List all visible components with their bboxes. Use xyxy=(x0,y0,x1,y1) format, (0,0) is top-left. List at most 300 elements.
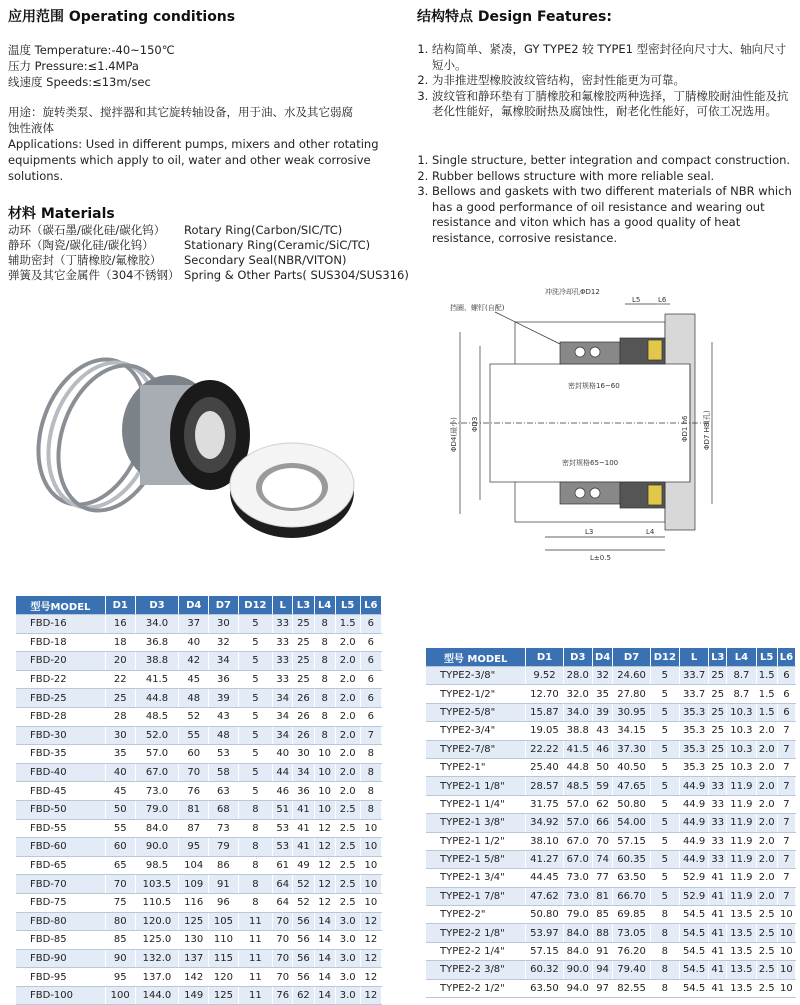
table-cell: 10 xyxy=(360,875,381,894)
table-cell: 8 xyxy=(360,782,381,801)
table-cell: 12 xyxy=(314,893,335,912)
table-cell: TYPE2-1 3/4" xyxy=(426,869,526,887)
table-cell: 41 xyxy=(709,887,727,905)
l5-label: L5 xyxy=(632,296,641,304)
table-cell: 6 xyxy=(360,633,381,652)
table-cell: 5 xyxy=(650,703,679,721)
table-cell: 2.0 xyxy=(335,745,360,764)
usage-en-line-1: Applications: Used in different pumps, mixers and other rotating xyxy=(8,137,379,151)
design-zh-item: 1. 结构简单、紧凑，GY TYPE2 较 TYPE1 型密封径向尺寸大、轴向尺寸短小。 xyxy=(432,42,794,73)
table-cell: 31.75 xyxy=(526,795,563,813)
table-cell: 67.0 xyxy=(563,850,592,868)
operating-title: 应用范围 Operating conditions xyxy=(8,9,236,25)
column-header: L4 xyxy=(314,596,335,615)
table-cell: 8 xyxy=(360,745,381,764)
table-row xyxy=(16,986,382,1005)
table-cell: 58 xyxy=(209,763,239,782)
table-cell: 132.0 xyxy=(135,949,179,968)
table-cell: 24.60 xyxy=(613,667,650,685)
column-header: 型号MODEL xyxy=(16,596,105,615)
table-cell: 25 xyxy=(709,685,727,703)
table-cell: 7 xyxy=(777,795,795,813)
table-cell: FBD-70 xyxy=(16,875,105,894)
table-cell: 97 xyxy=(592,979,612,997)
table-cell: 34 xyxy=(273,726,293,745)
table-cell: 52.9 xyxy=(679,869,708,887)
table-cell: 25 xyxy=(105,689,135,708)
table-cell: 46 xyxy=(273,782,293,801)
table-cell: FBD-28 xyxy=(16,707,105,726)
table-row xyxy=(426,814,796,832)
table-cell: 19.05 xyxy=(526,722,563,740)
design-en-list xyxy=(417,153,794,246)
d1-label: ΦD1 h6 xyxy=(681,415,689,442)
table-cell: 41.5 xyxy=(563,740,592,758)
stationary-ring-image xyxy=(230,443,354,538)
table-cell: 26 xyxy=(293,707,314,726)
table-cell: 74 xyxy=(592,850,612,868)
table-cell: 25 xyxy=(293,615,314,634)
table-cell: 10 xyxy=(314,763,335,782)
table-cell: 95 xyxy=(179,838,209,857)
table-cell: 2.5 xyxy=(335,875,360,894)
fbd-spec-table xyxy=(16,596,382,1005)
table-cell: 2.0 xyxy=(756,832,777,850)
table-cell: TYPE2-7/8" xyxy=(426,740,526,758)
usage-zh-line-1: 用途：旋转类泵、搅拌器和其它旋转轴设备，用于油、水及其它弱腐 xyxy=(8,105,353,119)
table-cell: 13.5 xyxy=(727,924,756,942)
table-cell: 100 xyxy=(105,986,135,1005)
table-cell: 2.0 xyxy=(756,814,777,832)
usage-block xyxy=(8,104,388,184)
l6-label: L6 xyxy=(658,296,667,304)
table-cell: 26 xyxy=(293,689,314,708)
table-cell: 41 xyxy=(709,942,727,960)
table-cell: 8 xyxy=(360,763,381,782)
table-cell: 38.10 xyxy=(526,832,563,850)
table-cell: 5 xyxy=(238,782,272,801)
table-row xyxy=(16,912,382,931)
d3-label: ΦD3 xyxy=(471,416,479,432)
table-cell: 94 xyxy=(592,961,612,979)
table-cell: 5 xyxy=(650,777,679,795)
table-cell: 120.0 xyxy=(135,912,179,931)
table-cell: 25 xyxy=(709,758,727,776)
column-header: L6 xyxy=(360,596,381,615)
table-row xyxy=(16,782,382,801)
table-cell: 12 xyxy=(360,986,381,1005)
table-cell: 30 xyxy=(105,726,135,745)
table-cell: 40 xyxy=(273,745,293,764)
table-cell: 10 xyxy=(314,745,335,764)
table-cell: 11 xyxy=(238,986,272,1005)
table-cell: TYPE2-2 1/2" xyxy=(426,979,526,997)
table-cell: 2.5 xyxy=(756,961,777,979)
table-cell: 2.0 xyxy=(335,707,360,726)
seal-body-image xyxy=(122,375,250,490)
table-cell: TYPE2-2" xyxy=(426,906,526,924)
column-header: L5 xyxy=(756,648,777,667)
table-cell: 5 xyxy=(650,814,679,832)
table-cell: 60.32 xyxy=(526,961,563,979)
table-cell: 2.0 xyxy=(756,887,777,905)
table-cell: 34 xyxy=(273,689,293,708)
table-cell: 2.0 xyxy=(335,763,360,782)
column-header: D1 xyxy=(526,648,563,667)
table-cell: 120 xyxy=(209,968,239,987)
table-cell: 12.70 xyxy=(526,685,563,703)
table-cell: 2.5 xyxy=(756,906,777,924)
table-cell: 57.0 xyxy=(135,745,179,764)
table-cell: 76 xyxy=(179,782,209,801)
table-row xyxy=(426,703,796,721)
table-cell: 2.5 xyxy=(335,838,360,857)
table-cell: 46 xyxy=(592,740,612,758)
table-cell: 44.8 xyxy=(563,758,592,776)
table-cell: 50.80 xyxy=(526,906,563,924)
table-cell: 45 xyxy=(179,670,209,689)
table-cell: 48 xyxy=(179,689,209,708)
table-cell: 73.0 xyxy=(563,887,592,905)
table-cell: TYPE2-3/8" xyxy=(426,667,526,685)
table-cell: 47.62 xyxy=(526,887,563,905)
table-cell: 36.8 xyxy=(135,633,179,652)
table-cell: 6 xyxy=(777,703,795,721)
table-cell: 8 xyxy=(650,906,679,924)
table-cell: 41.5 xyxy=(135,670,179,689)
table-cell: 5 xyxy=(238,707,272,726)
table-row xyxy=(16,652,382,671)
table-cell: 6 xyxy=(360,707,381,726)
table-cell: 25 xyxy=(709,667,727,685)
table-cell: TYPE2-1" xyxy=(426,758,526,776)
table-cell: 91 xyxy=(592,942,612,960)
table-cell: TYPE2-2 1/4" xyxy=(426,942,526,960)
table-cell: 2.5 xyxy=(756,979,777,997)
table-cell: 11.9 xyxy=(727,832,756,850)
table-cell: 30 xyxy=(209,615,239,634)
table-cell: 44.9 xyxy=(679,814,708,832)
table-cell: 2.5 xyxy=(335,800,360,819)
material-en: Stationary Ring(Ceramic/SiC/TC) xyxy=(184,238,371,252)
table-cell: 80 xyxy=(105,912,135,931)
material-row xyxy=(8,253,409,268)
table-cell: 10.3 xyxy=(727,722,756,740)
table-cell: 5 xyxy=(650,869,679,887)
table-cell: 57.0 xyxy=(563,814,592,832)
table-cell: 7 xyxy=(777,722,795,740)
table-cell: TYPE2-1 3/8" xyxy=(426,814,526,832)
table-cell: 5 xyxy=(238,726,272,745)
table-cell: 6 xyxy=(360,689,381,708)
table-cell: 10 xyxy=(777,942,795,960)
table-cell: 73 xyxy=(209,819,239,838)
table-row xyxy=(426,740,796,758)
table-cell: 12 xyxy=(360,931,381,950)
table-cell: 8 xyxy=(238,838,272,857)
product-photo xyxy=(20,340,370,540)
table-cell: 5 xyxy=(238,652,272,671)
table-cell: 52 xyxy=(179,707,209,726)
table-cell: FBD-40 xyxy=(16,763,105,782)
table-cell: 5 xyxy=(650,887,679,905)
table-cell: 81 xyxy=(592,887,612,905)
table-cell: 11.9 xyxy=(727,850,756,868)
table-cell: 91 xyxy=(209,875,239,894)
table-cell: 7 xyxy=(777,887,795,905)
table-cell: 52.9 xyxy=(679,887,708,905)
table-cell: 55 xyxy=(179,726,209,745)
table-cell: 11.9 xyxy=(727,814,756,832)
table-cell: 70 xyxy=(273,968,293,987)
table-cell: 32.0 xyxy=(563,685,592,703)
table-cell: 10 xyxy=(314,782,335,801)
design-title: 结构特点 Design Features: xyxy=(417,9,612,25)
table-cell: 66.70 xyxy=(613,887,650,905)
table-cell: 76 xyxy=(273,986,293,1005)
table-cell: 3.0 xyxy=(335,931,360,950)
table-cell: 25 xyxy=(293,633,314,652)
table-cell: 130 xyxy=(179,931,209,950)
table-row xyxy=(16,856,382,875)
table-cell: 41 xyxy=(709,924,727,942)
column-header: D12 xyxy=(650,648,679,667)
table-cell: 2.0 xyxy=(756,777,777,795)
table-row xyxy=(16,875,382,894)
table-cell: 90.0 xyxy=(563,961,592,979)
table-cell: 33 xyxy=(709,832,727,850)
table-cell: 63 xyxy=(209,782,239,801)
table-cell: 7 xyxy=(777,758,795,776)
table-cell: 27.80 xyxy=(613,685,650,703)
material-row xyxy=(8,223,409,238)
table-cell: 2.5 xyxy=(756,942,777,960)
table-row xyxy=(426,869,796,887)
table-cell: 51 xyxy=(273,800,293,819)
table-cell: TYPE2-1 1/2" xyxy=(426,832,526,850)
table-cell: 5 xyxy=(650,795,679,813)
material-zh: 静环（陶瓷/碳化硅/碳化钨） xyxy=(8,238,154,252)
table-cell: 67.0 xyxy=(563,832,592,850)
table-cell: 8 xyxy=(314,670,335,689)
table-cell: 16 xyxy=(105,615,135,634)
table-cell: 22.22 xyxy=(526,740,563,758)
column-header: L3 xyxy=(709,648,727,667)
table-cell: 10 xyxy=(360,893,381,912)
table-cell: 79.0 xyxy=(563,906,592,924)
table-row xyxy=(426,832,796,850)
table-row xyxy=(16,633,382,652)
d7-label: ΦD7 H8(孔) xyxy=(703,410,711,450)
table-row xyxy=(426,924,796,942)
table-cell: 11 xyxy=(238,949,272,968)
table-cell: 81 xyxy=(179,800,209,819)
table-cell: 5 xyxy=(650,667,679,685)
table-cell: 12 xyxy=(314,856,335,875)
table-cell: 11.9 xyxy=(727,795,756,813)
type2-spec-table xyxy=(426,648,796,998)
table-row xyxy=(426,795,796,813)
design-zh-item: 3. 波纹管和静环垫有丁腈橡胶和氟橡胶两种选择，丁腈橡胶耐油性能及抗老化性能好，氟橡胶耐热及腐蚀性，耐老化性能好，可依工况选用。 xyxy=(432,89,794,120)
table-cell: 50.80 xyxy=(613,795,650,813)
table-cell: 54.5 xyxy=(679,961,708,979)
table-cell: 10 xyxy=(777,924,795,942)
table-cell: 144.0 xyxy=(135,986,179,1005)
table-row xyxy=(426,979,796,997)
table-row xyxy=(16,745,382,764)
table-cell: 69.85 xyxy=(613,906,650,924)
table-cell: 7 xyxy=(777,869,795,887)
table-cell: 5 xyxy=(650,722,679,740)
table-cell: 62 xyxy=(293,986,314,1005)
pressure-text: 压力 Pressure:≤1.4MPa xyxy=(8,59,139,73)
table-cell: FBD-25 xyxy=(16,689,105,708)
table-cell: 12 xyxy=(314,875,335,894)
table-cell: 48.5 xyxy=(563,777,592,795)
material-en: Spring & Other Parts( SUS304/SUS316) xyxy=(184,268,409,282)
table-cell: 137.0 xyxy=(135,968,179,987)
table-cell: 60.35 xyxy=(613,850,650,868)
table-cell: TYPE2-1 1/4" xyxy=(426,795,526,813)
table-cell: 12 xyxy=(360,912,381,931)
table-cell: 32 xyxy=(592,667,612,685)
design-en-item: 1. Single structure, better integration and compact construction. xyxy=(432,153,794,169)
table-cell: FBD-55 xyxy=(16,819,105,838)
table-cell: 98.5 xyxy=(135,856,179,875)
material-zh: 弹簧及其它金属件（304不锈钢） xyxy=(8,268,180,282)
table-cell: 84.0 xyxy=(135,819,179,838)
material-zh: 辅助密封（丁腈橡胶/氟橡胶） xyxy=(8,253,162,267)
table-cell: 65 xyxy=(105,856,135,875)
table-cell: 8 xyxy=(314,689,335,708)
table-cell: 33 xyxy=(709,795,727,813)
table-cell: 79 xyxy=(209,838,239,857)
material-en: Secondary Seal(NBR/VITON) xyxy=(184,253,347,267)
table-cell: 45 xyxy=(105,782,135,801)
table-cell: 10.3 xyxy=(727,740,756,758)
table-cell: 2.0 xyxy=(335,726,360,745)
table-cell: 30.95 xyxy=(613,703,650,721)
table-cell: 95 xyxy=(105,968,135,987)
l-label: L±0.5 xyxy=(590,554,611,562)
table-cell: 64 xyxy=(273,893,293,912)
table-cell: 56 xyxy=(293,968,314,987)
table-cell: 8 xyxy=(314,652,335,671)
table-cell: 8.7 xyxy=(727,685,756,703)
table-cell: 57.0 xyxy=(563,795,592,813)
table-cell: TYPE2-1/2" xyxy=(426,685,526,703)
table-cell: 63.50 xyxy=(526,979,563,997)
table-row xyxy=(16,838,382,857)
table-cell: 5 xyxy=(650,758,679,776)
table-cell: 8 xyxy=(314,615,335,634)
temperature-text: 温度 Temperature:-40~150℃ xyxy=(8,43,175,57)
table-cell: 54.00 xyxy=(613,814,650,832)
table-cell: 53 xyxy=(273,819,293,838)
table-cell: 44.45 xyxy=(526,869,563,887)
table-cell: 33 xyxy=(273,652,293,671)
table-cell: 34 xyxy=(273,707,293,726)
speed-text: 线速度 Speeds:≤13m/sec xyxy=(8,75,151,89)
table-cell: 10 xyxy=(360,838,381,857)
table-cell: 57.15 xyxy=(613,832,650,850)
column-header: D4 xyxy=(592,648,612,667)
column-header: D7 xyxy=(209,596,239,615)
table-cell: 47.65 xyxy=(613,777,650,795)
design-en-item: 3. Bellows and gaskets with two different materials of NBR which has a good performance of oil resistance and wearing out resistance and viton which has a good quality of heat resistance, corrosive resistance. xyxy=(432,184,794,246)
table-cell: 13.5 xyxy=(727,942,756,960)
table-cell: 86 xyxy=(209,856,239,875)
table-cell: 8 xyxy=(650,942,679,960)
table-header-row xyxy=(16,596,382,615)
table-cell: 25.40 xyxy=(526,758,563,776)
table-cell: 35.3 xyxy=(679,758,708,776)
table-cell: 70 xyxy=(592,832,612,850)
material-en: Rotary Ring(Carbon/SIC/TC) xyxy=(184,223,343,237)
table-cell: 10 xyxy=(360,856,381,875)
table-cell: 33 xyxy=(709,777,727,795)
table-cell: 38.8 xyxy=(135,652,179,671)
table-cell: 79.0 xyxy=(135,800,179,819)
table-cell: 54.5 xyxy=(679,906,708,924)
table-row xyxy=(16,670,382,689)
table-cell: 8 xyxy=(314,707,335,726)
table-cell: 57.15 xyxy=(526,942,563,960)
table-cell: 70 xyxy=(105,875,135,894)
table-cell: 44.9 xyxy=(679,795,708,813)
table-cell: 109 xyxy=(179,875,209,894)
design-en-item: 2. Rubber bellows structure with more reliable seal. xyxy=(432,169,794,185)
table-cell: 3.0 xyxy=(335,949,360,968)
table-cell: 8 xyxy=(314,633,335,652)
table-cell: 39 xyxy=(209,689,239,708)
table-cell: 25 xyxy=(293,652,314,671)
column-header: L4 xyxy=(727,648,756,667)
table-cell: 63.50 xyxy=(613,869,650,887)
table-cell: 73.0 xyxy=(135,782,179,801)
table-cell: 8 xyxy=(314,726,335,745)
table-row xyxy=(16,615,382,634)
table-row xyxy=(426,942,796,960)
table-cell: 13.5 xyxy=(727,979,756,997)
table-cell: 33.7 xyxy=(679,667,708,685)
table-cell: 54.5 xyxy=(679,924,708,942)
table-cell: 1.5 xyxy=(756,685,777,703)
table-cell: 73.0 xyxy=(563,869,592,887)
material-row xyxy=(8,238,409,253)
table-cell: 34.15 xyxy=(613,722,650,740)
column-header: L3 xyxy=(293,596,314,615)
table-cell: FBD-22 xyxy=(16,670,105,689)
table-cell: 50 xyxy=(592,758,612,776)
table-cell: 13.5 xyxy=(727,961,756,979)
table-row xyxy=(16,763,382,782)
table-cell: 10.3 xyxy=(727,703,756,721)
table-cell: 53.97 xyxy=(526,924,563,942)
table-cell: 14 xyxy=(314,931,335,950)
table-cell: 62 xyxy=(592,795,612,813)
table-cell: 14 xyxy=(314,986,335,1005)
table-cell: 33 xyxy=(709,850,727,868)
table-cell: 44.9 xyxy=(679,832,708,850)
table-cell: 48 xyxy=(209,726,239,745)
column-header: D12 xyxy=(238,596,272,615)
table-cell: TYPE2-1 1/8" xyxy=(426,777,526,795)
column-header: D4 xyxy=(179,596,209,615)
table-cell: 12 xyxy=(360,949,381,968)
table-cell: 2.0 xyxy=(756,869,777,887)
table-cell: 43 xyxy=(592,722,612,740)
